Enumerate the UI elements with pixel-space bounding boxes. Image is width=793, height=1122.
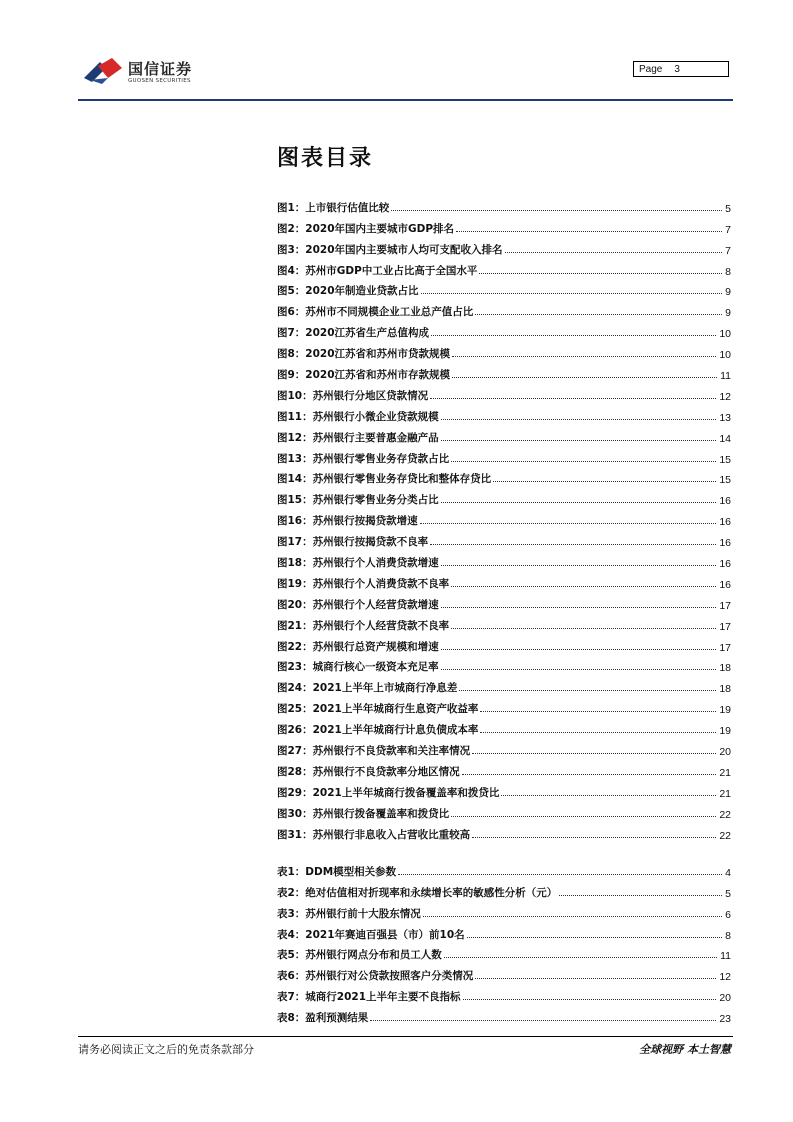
- dot-leader: [475, 314, 722, 315]
- figure-toc-entry-page-number: 13: [719, 411, 731, 424]
- table-toc-entry-label: 表5：苏州银行网点分布和员工人数: [277, 949, 442, 962]
- table-toc-entry[interactable]: [277, 879, 731, 900]
- figure-toc-entry-label: 图1：上市银行估值比较: [277, 201, 390, 214]
- figure-toc-entry-page-number: 9: [725, 307, 731, 320]
- footer-disclaimer: 请务必阅读正文之后的免责条款部分: [78, 1043, 254, 1056]
- guosen-logo: [82, 52, 232, 92]
- dot-leader: [559, 895, 722, 896]
- figure-toc-entry-page-number: 18: [719, 683, 731, 696]
- dot-leader: [463, 999, 717, 1000]
- figure-toc-entry-page-number: 14: [719, 432, 731, 445]
- guosen-logo-icon: [82, 56, 124, 86]
- figure-toc-entry-page-number: 15: [719, 474, 731, 487]
- table-toc-entry-label: 表8：盈利预测结果: [277, 1012, 369, 1025]
- page-header: [0, 0, 793, 102]
- figure-toc-entry-label: 图26：2021上半年城商行计息负债成本率: [277, 724, 479, 737]
- figure-toc-entry-page-number: 20: [719, 746, 731, 759]
- figure-toc-entry[interactable]: [277, 674, 731, 695]
- figure-toc-entry[interactable]: [277, 695, 731, 716]
- table-toc-entry[interactable]: [277, 983, 731, 1004]
- figure-toc-entry-label: 图8：2020江苏省和苏州市贷款规模: [277, 348, 451, 361]
- table-toc-entry-label: 表7：城商行2021上半年主要不良指标: [277, 991, 461, 1004]
- table-toc-entry-page-number: 12: [719, 971, 731, 984]
- dot-leader: [370, 1020, 716, 1021]
- table-toc-entry-page-number: 23: [719, 1013, 731, 1026]
- figure-toc-entry[interactable]: [277, 758, 731, 779]
- dot-leader: [391, 210, 722, 211]
- dot-leader: [480, 732, 716, 733]
- figure-toc-entry-label: 图2：2020年国内主要城市GDP排名: [277, 222, 455, 235]
- figure-toc-entry[interactable]: [277, 528, 731, 549]
- table-toc-entry[interactable]: [277, 1004, 731, 1025]
- figure-toc-entry-page-number: 9: [725, 286, 731, 299]
- figure-toc-entry-label: 图27：苏州银行不良贷款率和关注率情况: [277, 745, 471, 758]
- dot-leader: [451, 461, 716, 462]
- figure-toc-entry-label: 图19：苏州银行个人消费贷款不良率: [277, 577, 450, 590]
- figure-toc-entry-page-number: 11: [720, 370, 731, 383]
- figure-toc-entry-label: 图20：苏州银行个人经营贷款增速: [277, 598, 439, 611]
- figure-toc-entry-label: 图29：2021上半年城商行拨备覆盖率和拨贷比: [277, 786, 500, 799]
- table-toc-entry-label: 表2：绝对估值相对折现率和永续增长率的敏感性分析（元）: [277, 886, 558, 899]
- figure-toc-entry-page-number: 16: [719, 495, 731, 508]
- dot-leader: [441, 565, 717, 566]
- figure-toc-entry-label: 图30：苏州银行拨备覆盖率和拨贷比: [277, 807, 450, 820]
- figure-toc-entry-page-number: 21: [719, 787, 731, 800]
- figure-toc-entry-label: 图14：苏州银行零售业务存贷比和整体存贷比: [277, 473, 492, 486]
- figure-toc-entry[interactable]: [277, 340, 731, 361]
- table-list: [277, 858, 731, 1025]
- table-toc-entry[interactable]: [277, 858, 731, 879]
- figure-toc-entry[interactable]: [277, 466, 731, 487]
- figure-toc-entry-label: 图7：2020江苏省生产总值构成: [277, 327, 430, 340]
- dot-leader: [480, 711, 716, 712]
- figure-toc-entry-page-number: 18: [719, 662, 731, 675]
- figure-toc-entry-label: 图3：2020年国内主要城市人均可支配收入排名: [277, 243, 503, 256]
- figure-toc-entry[interactable]: [277, 257, 731, 278]
- figure-toc-entry-page-number: 17: [719, 599, 731, 612]
- figure-toc-entry-label: 图17：苏州银行按揭贷款不良率: [277, 536, 429, 549]
- table-toc-entry-page-number: 8: [725, 929, 731, 942]
- figure-toc-entry-label: 图11：苏州银行小微企业贷款规模: [277, 410, 439, 423]
- page-number: 3: [674, 64, 680, 75]
- figure-toc-entry-page-number: 22: [719, 829, 731, 842]
- dot-leader: [479, 273, 722, 274]
- figure-toc-entry[interactable]: [277, 278, 731, 299]
- figure-toc-entry[interactable]: [277, 570, 731, 591]
- figure-toc-entry-page-number: 19: [719, 725, 731, 738]
- figure-toc-entry-label: 图24：2021上半年上市城商行净息差: [277, 682, 458, 695]
- figure-toc-entry-page-number: 12: [719, 390, 731, 403]
- dot-leader: [493, 481, 716, 482]
- dot-leader: [444, 957, 717, 958]
- table-toc-entry-label: 表1：DDM模型相关参数: [277, 865, 397, 878]
- figure-toc-entry[interactable]: [277, 779, 731, 800]
- dot-leader: [475, 978, 716, 979]
- dot-leader: [472, 837, 716, 838]
- toc-title: 图表目录: [277, 146, 374, 171]
- figure-toc-entry-page-number: 16: [719, 516, 731, 529]
- dot-leader: [430, 544, 716, 545]
- figure-toc-entry-label: 图15：苏州银行零售业务分类占比: [277, 494, 439, 507]
- dot-leader: [452, 377, 717, 378]
- figure-toc-entry[interactable]: [277, 298, 731, 319]
- dot-leader: [467, 937, 723, 938]
- dot-leader: [451, 628, 716, 629]
- figure-toc-entry-page-number: 17: [719, 641, 731, 654]
- table-toc-entry[interactable]: [277, 921, 731, 942]
- figure-toc-entry[interactable]: [277, 633, 731, 654]
- figure-toc-entry-label: 图10：苏州银行分地区贷款情况: [277, 389, 429, 402]
- figure-toc-entry-page-number: 15: [719, 453, 731, 466]
- figure-toc-entry-label: 图31：苏州银行非息收入占营收比重较高: [277, 828, 471, 841]
- figure-list: [277, 194, 731, 842]
- figure-toc-entry-page-number: 10: [719, 349, 731, 362]
- footer-divider: [78, 1036, 733, 1037]
- dot-leader: [459, 690, 716, 691]
- figure-toc-entry-page-number: 7: [725, 244, 731, 257]
- dot-leader: [441, 440, 717, 441]
- figure-toc-entry[interactable]: [277, 424, 731, 445]
- dot-leader: [441, 649, 717, 650]
- figure-toc-entry-label: 图6：苏州市不同规模企业工业总产值占比: [277, 306, 474, 319]
- figure-toc-entry-page-number: 17: [719, 620, 731, 633]
- logo-chinese-text: 国信证券: [128, 60, 193, 78]
- figure-toc-entry-label: 图21：苏州银行个人经营贷款不良率: [277, 619, 450, 632]
- figure-toc-entry[interactable]: [277, 591, 731, 612]
- figure-toc-entry-label: 图4：苏州市GDP中工业占比高于全国水平: [277, 264, 478, 277]
- figure-toc-entry-label: 图5：2020年制造业贷款占比: [277, 285, 419, 298]
- figure-toc-entry[interactable]: [277, 319, 731, 340]
- figure-toc-entry[interactable]: [277, 361, 731, 382]
- table-toc-entry[interactable]: [277, 942, 731, 963]
- page-label: Page: [639, 64, 663, 75]
- figure-toc-entry[interactable]: [277, 549, 731, 570]
- dot-leader: [431, 335, 716, 336]
- dot-leader: [441, 502, 717, 503]
- dot-leader: [505, 252, 723, 253]
- figure-toc-entry-page-number: 16: [719, 578, 731, 591]
- footer-slogan: 全球视野 本土智慧: [639, 1043, 731, 1056]
- dot-leader: [441, 669, 717, 670]
- table-toc-entry-page-number: 5: [725, 887, 731, 900]
- dot-leader: [452, 356, 716, 357]
- figure-toc-entry-label: 图12：苏州银行主要普惠金融产品: [277, 431, 439, 444]
- figure-toc-entry-page-number: 16: [719, 537, 731, 550]
- dot-leader: [420, 523, 717, 524]
- table-toc-entry-page-number: 4: [725, 866, 731, 879]
- dot-leader: [441, 607, 717, 608]
- figure-toc-entry[interactable]: [277, 654, 731, 675]
- table-toc-entry-label: 表3：苏州银行前十大股东情况: [277, 907, 421, 920]
- table-toc-entry-page-number: 6: [725, 908, 731, 921]
- dot-leader: [462, 774, 717, 775]
- dot-leader: [451, 586, 716, 587]
- figure-toc-entry[interactable]: [277, 403, 731, 424]
- table-toc-entry-page-number: 20: [719, 992, 731, 1005]
- table-toc-entry-page-number: 11: [720, 950, 731, 963]
- figure-toc-entry-page-number: 19: [719, 704, 731, 717]
- dot-leader: [472, 753, 716, 754]
- dot-leader: [441, 419, 717, 420]
- figure-toc-entry-label: 图13：苏州银行零售业务存贷款占比: [277, 452, 450, 465]
- figure-toc-entry-page-number: 7: [725, 223, 731, 236]
- figure-toc-entry[interactable]: [277, 612, 731, 633]
- figure-toc-entry-page-number: 5: [725, 202, 731, 215]
- figure-toc-entry-label: 图18：苏州银行个人消费贷款增速: [277, 557, 439, 570]
- figure-toc-entry[interactable]: [277, 236, 731, 257]
- figure-toc-entry-page-number: 8: [725, 265, 731, 278]
- dot-leader: [423, 916, 722, 917]
- figure-toc-entry[interactable]: [277, 445, 731, 466]
- figure-toc-entry-page-number: 10: [719, 328, 731, 341]
- dot-leader: [421, 293, 723, 294]
- figure-toc-entry[interactable]: [277, 821, 731, 842]
- figure-toc-entry-label: 图25：2021上半年城商行生息资产收益率: [277, 703, 479, 716]
- figure-toc-entry-label: 图22：苏州银行总资产规模和增速: [277, 640, 439, 653]
- figure-toc-entry-page-number: 16: [719, 558, 731, 571]
- figure-toc-entry[interactable]: [277, 507, 731, 528]
- dot-leader: [456, 231, 722, 232]
- table-toc-entry-label: 表4：2021年赛迪百强县（市）前10名: [277, 928, 465, 941]
- figure-toc-entry[interactable]: [277, 215, 731, 236]
- figure-toc-entry[interactable]: [277, 382, 731, 403]
- figure-toc-entry[interactable]: [277, 486, 731, 507]
- figure-toc-entry-label: 图23：城商行核心一级资本充足率: [277, 661, 439, 674]
- figure-toc-entry-label: 图16：苏州银行按揭贷款增速: [277, 515, 418, 528]
- dot-leader: [451, 816, 716, 817]
- figure-toc-entry-page-number: 21: [719, 766, 731, 779]
- figure-toc-entry[interactable]: [277, 800, 731, 821]
- header-divider: [78, 99, 733, 101]
- page-indicator: [633, 61, 729, 77]
- logo-english-text: GUOSEN SECURITIES: [128, 78, 191, 84]
- figure-toc-entry-label: 图9：2020江苏省和苏州市存款规模: [277, 369, 451, 382]
- figure-toc-entry-label: 图28：苏州银行不良贷款率分地区情况: [277, 765, 460, 778]
- dot-leader: [398, 874, 722, 875]
- dot-leader: [430, 398, 716, 399]
- figure-toc-entry[interactable]: [277, 194, 731, 215]
- table-toc-entry-label: 表6：苏州银行对公贷款按照客户分类情况: [277, 970, 474, 983]
- dot-leader: [501, 795, 716, 796]
- figure-toc-entry[interactable]: [277, 737, 731, 758]
- figure-toc-entry[interactable]: [277, 716, 731, 737]
- figure-toc-entry-page-number: 22: [719, 808, 731, 821]
- table-toc-entry[interactable]: [277, 900, 731, 921]
- table-toc-entry[interactable]: [277, 962, 731, 983]
